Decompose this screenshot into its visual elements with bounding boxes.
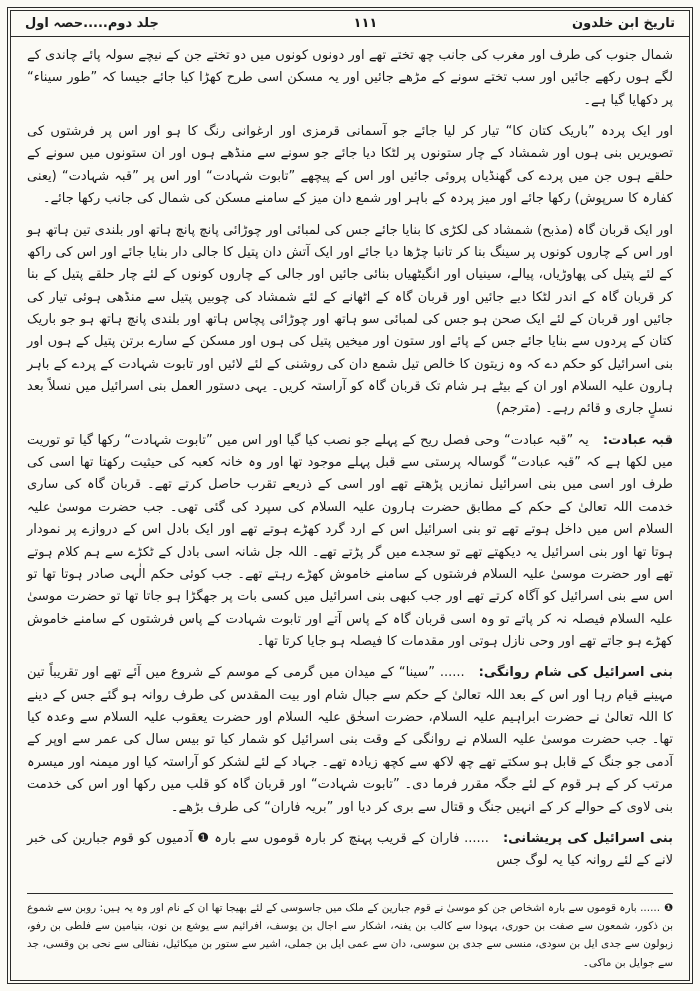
footnote-section — [11, 893, 689, 981]
paragraph-text: یہ ”قبہ عبادت“ وحی فصل ریح کے پہلے جو نصب کیا گیا اور اس میں ”تابوت شہادت“ رکھا گیا تو توریت میں لکھا ہے کہ ”قبہ عبادت“ گوسالہ پرستی سے قبل پہلے موجود تھا اور وہ خانہ کعبہ کی حیثیت رکھتا تھا اسی کی طرف اور اسی میں بنی اسرائیل نمازیں پڑھتے تھے اور اسی کے ذریعے تقرب حاصل کرتے تھے۔ قربان گاہ کی ساری خدمت اللہ تعالیٰ کے حکم کے مطابق حضرت ہارون علیہ السلام کی سپرد کی گئی تھی۔ جب حضرت موسیٰ علیہ السلام اس میں داخل ہوتے تھے تو بنی اسرائیل اس کے ارد گرد کھڑے ہوتے تھے اور ایک بادل اس کے دروازے پر نمودار ہوتا تھا اور بنی اسرائیل یہ دیکھتے تھے تو سجدے میں گر پڑتے تھے۔ اللہ جل شانہ اسی بادل کے ٹکڑے سے ہم کلام ہوتے تھے اور حضرت موسیٰ علیہ السلام فرشتوں کے سامنے خاموش کھڑے رہتے تھے۔ جب کوئی حکم الٰہی صادر ہوتا تھا تو اس سے بنی اسرائیل کو آگاہ کرتے تھے اور جب کبھی بنی اسرائیل میں کسی بات پر جھگڑا ہو جاتا تھا تو حضرت موسیٰ علیہ السلام فیصلہ نہ کر پاتے تو وہ اسی قربان گاہ کے پاس آتے اور تابوت شہادت کے پاس فرشتوں کے سامنے خاموش کھڑے ہو جاتے تھے اور وحی نازل ہوتی اور مقدمات کا فیصلہ ہو جایا کرتا تھا۔ — [27, 432, 673, 649]
section-heading: بنی اسرائیل کی شام روانگی: — [478, 665, 673, 681]
paragraph — [27, 220, 673, 421]
paragraph-text: شمال جنوب کی طرف اور مغرب کی جانب چھ تختے تھے اور دونوں کونوں میں دو تختے جن کے نیچے سولہ پائے چاندی کے لگے ہوں رکھے جائیں اور سب تختے سونے کے مڑھے جائیں اور یہ مسکن اسی طرح کھڑا کیا جائے جیسا کہ ”طور سیناء“ پر دکھایا گیا ہے۔ — [27, 48, 673, 108]
section-heading: بنی اسرائیل کی پریشانی: — [502, 830, 673, 846]
page-border-inner — [10, 10, 690, 981]
paragraph-text: ...... فاران کے قریب پہنچ کر بارہ قوموں سے بارہ ❶ آدمیوں کو قوم جبارین کی خبر لانے کے لئے روانہ کیا یہ لوگ جس — [27, 830, 673, 869]
footnote-marker: ❶ — [664, 901, 674, 914]
paragraph — [27, 121, 673, 210]
page-number: ۱۱۱ — [353, 16, 378, 31]
volume-label: جلد دوم.....حصہ اول — [25, 16, 159, 31]
paragraph-text: اور ایک قربان گاہ (مذبح) شمشاد کی لکڑی کا بنایا جائے جس کی لمبائی اور چوڑائی پانچ پانچ ہاتھ اور بلندی تین ہاتھ ہو اور اس کے چاروں کونوں پر سینگ بنا کر تانبا چڑھا دیا جائے اور ایک آتش دان پتیل کا جالی دار بنایا جائے اور اس کی راکھ کے لئے پتیل کی پھاوڑیاں، پیالے، سینیاں اور انگیٹھیاں بنائی جائیں اور جالی کے چاروں کونوں کے لئے چار حلقے پتیل کے بنا کر قربان گاہ کے اندر لٹکا دیے جائیں اور قربان گاہ کے اٹھانے کے لئے شمشاد کی چوبیں پتیل سے منڈھی ہوئی تیار کی جائیں اور قربان کے لئے ایک صحن ہو جس کی لمبائی سو ہاتھ اور چوڑائی پچاس ہاتھ اور بلندی پانچ ہاتھ ہو جو باریک کتان کے پردوں سے بنایا جائے جس کے پائے اور ستون اور میخیں پتیل کی ہوں اور مسکن کے سارے برتن پتیل کے ہوں اور بنی اسرائیل کو حکم دے کہ وہ زیتون کا خالص تیل شمع دان کی روشنی کے لئے لائیں اور تابوت شہادت کے پردے کے باہر ہارون علیہ السلام اور ان کے بیٹے ہر شام تک قربان گاہ کو آراستہ کریں۔ یہی دستور العمل بنی اسرائیل میں نسلاً بعد نسلٍ جاری و قائم رہے۔ (مترجم) — [27, 222, 673, 417]
footnote — [27, 899, 673, 973]
footnote-text: ...... بارہ قوموں سے بارہ اشخاص جن کو موسیٰ نے قوم جبارین کے ملک میں جاسوسی کے لئے بھیجا تھا ان کے نام اور وہ یہ ہیں: روبن سے شموع بن ذکور، شمعون سے صفت بن حوری، یہودا سے کالب بن یفنہ، اشکار سے اجال بن یوسف، افرائیم سے یوشع بن نون، بنیامین سے فلطی بن رفو، زبولون سے جدی ایل بن سودی، منسی سے جدی بن سوسی، دان سے عمی ایل بن جملی، اشیر سے ستور بن میکائیل، نفتالی سے نحی بن وقسی، جد سے جوایل بن ماکی۔ — [27, 901, 673, 969]
book-title: تاریخ ابن خلدون — [572, 16, 675, 31]
paragraph — [27, 45, 673, 112]
section-heading: قبہ عبادت: — [602, 432, 673, 448]
page-body — [11, 37, 689, 893]
paragraph-text: اور ایک پردہ ”باریک کتان کا“ تیار کر لیا جائے جو آسمانی قرمزی اور ارغوانی رنگ کا ہو اور اس پر فرشتوں کی تصویریں بنی ہوں اور شمشاد کے چار ستونوں پر لٹکا دیا جائے جو سونے سے منڈھے ہوں اور ان ستونوں میں سونے کے حلقے ہوں جن میں پردے کی گھنڈیاں پروئی جائیں اور اس کے پیچھے ”تابوت شہادت“ اور اس پر ”قبہ شہادت“ (یعنی کفارہ کا سرپوش) رکھا جائے اور میز پردہ کے باہر اور شمع دان میز کے سامنے مسکن کی شمال کی جانب رکھا جائے۔ — [27, 124, 673, 207]
footnote-divider — [27, 893, 673, 894]
paragraph-text: ...... ”سینا“ کے میدان میں گرمی کے موسم کے شروع میں آئے تھے اور تقریباً تین مہینے قیام رہا اور اس کے بعد اللہ تعالیٰ کے حکم سے جبال شام اور بیت المقدس کی طرف روانہ ہو گئے جس کے دینے کا اللہ تعالیٰ نے حضرت ابراہیم علیہ السلام، حضرت اسحٰق علیہ السلام اور حضرت یعقوب علیہ السلام سے وعدہ کیا تھا۔ جب حضرت موسیٰ علیہ السلام نے روانگی کے وقت بنی اسرائیل کو شمار کیا تو بیس سال کی عمر سے اوپر کے آدمی جو جنگ کے قابل ہو سکتے تھے چھ لاکھ سے کچھ زیادہ تھے۔ جہاد کے لئے لشکر کو آراستہ کیا اور میمنہ اور میسرہ مرتب کر کے ہر قوم کے لئے جگہ مقرر فرما دی۔ ”تابوت شہادت“ اور قربان گاہ کو قلب میں رکھا اور اس کی خدمت بنی لاوی کے حوالے کر کے انہیں جنگ و قتال سے بری کر دیا اور ”بریہ فاران“ کی طرف بڑھے۔ — [27, 665, 673, 815]
page-border-outer — [7, 7, 693, 984]
paragraph — [27, 430, 673, 654]
paragraph — [27, 662, 673, 819]
page-header — [11, 11, 689, 36]
paragraph — [27, 828, 673, 873]
